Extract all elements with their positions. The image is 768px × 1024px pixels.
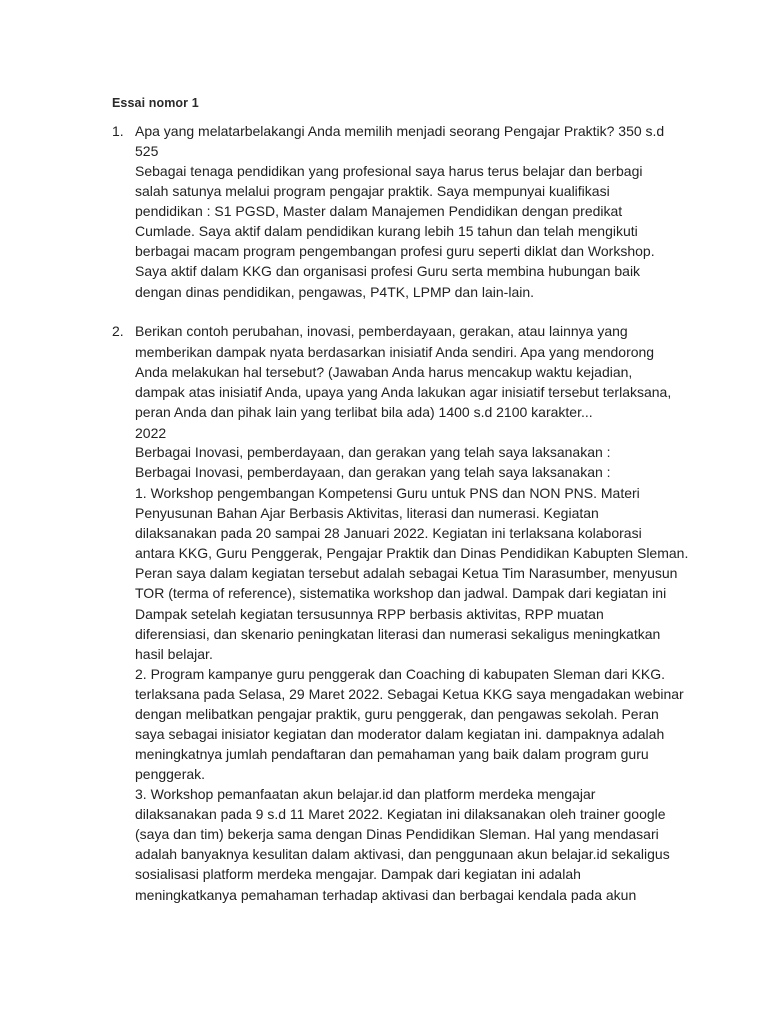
text-line: Berbagai Inovasi, pemberdayaan, dan gerakan yang telah saya laksanakan :	[135, 464, 611, 480]
text-line: adalah banyaknya kesulitan dalam aktivasi, dan penggunaan akun belajar.id sekaligus	[135, 846, 670, 862]
text-line: saya sebagai inisiator kegiatan dan moderator dalam kegiatan ini. dampaknya adalah	[135, 726, 665, 742]
text-line: peran Anda dan pihak lain yang terlibat bila ada) 1400 s.d 2100 karakter...	[135, 404, 593, 420]
text-line: dilaksanakan pada 9 s.d 11 Maret 2022. Kegiatan ini dilaksanakan oleh trainer google	[135, 806, 666, 822]
text-line: Apa yang melatarbelakangi Anda memilih menjadi seorang Pengajar Praktik? 350 s.d	[135, 123, 665, 139]
text-line: antara KKG, Guru Penggerak, Pengajar Praktik dan Dinas Pendidikan Kabupten Sleman.	[135, 545, 689, 561]
text-line: berbagai macam program pengembangan profesi guru seperti diklat dan Workshop.	[135, 243, 655, 259]
text-line: sosialisasi platform merdeka mengajar. Dampak dari kegiatan ini adalah	[135, 866, 581, 882]
text-line: dilaksanakan pada 20 sampai 28 Januari 2022. Kegiatan ini terlaksana kolaborasi	[135, 525, 642, 541]
question-number: 1.	[112, 123, 124, 139]
text-line: terlaksana pada Selasa, 29 Maret 2022. Sebagai Ketua KKG saya mengadakan webinar	[135, 686, 684, 702]
text-line: Peran saya dalam kegiatan tersebut adalah sebagai Ketua Tim Narasumber, menyusun	[135, 565, 678, 581]
text-line: salah satunya melalui program pengajar praktik. Saya mempunyai kualifikasi	[135, 183, 610, 199]
text-line: meningkatkanya pemahaman terhadap aktivasi dan berbagai kendala pada akun	[135, 887, 637, 903]
text-line: Cumlade. Saya aktif dalam pendidikan kurang lebih 15 tahun dan telah mengikuti	[135, 223, 638, 239]
text-line: 525	[135, 143, 159, 159]
text-line: hasil belajar.	[135, 646, 213, 662]
text-line: TOR (terma of reference), sistematika workshop dan jadwal. Dampak dari kegiatan ini	[135, 585, 667, 601]
text-line: dampak atas inisiatif Anda, upaya yang Anda lakukan agar inisiatif tersebut terlaksana,	[135, 384, 672, 400]
text-line: (saya dan tim) bekerja sama dengan Dinas Pendidikan Sleman. Hal yang mendasari	[135, 826, 659, 842]
text-line: Sebagai tenaga pendidikan yang profesional saya harus terus belajar dan berbagi	[135, 163, 643, 179]
text-line: Saya aktif dalam KKG dan organisasi profesi Guru serta membina hubungan baik	[135, 263, 641, 279]
text-line: 1. Workshop pengembangan Kompetensi Guru untuk PNS dan NON PNS. Materi	[135, 485, 640, 501]
text-line: dengan melibatkan pengajar praktik, guru penggerak, dan pengawas sekolah. Peran	[135, 706, 659, 722]
essay-heading: Essai nomor 1	[112, 96, 199, 110]
text-line: 2. Program kampanye guru penggerak dan Coaching di kabupaten Sleman dari KKG.	[135, 666, 665, 682]
text-line: Berbagai Inovasi, pemberdayaan, dan gerakan yang telah saya laksanakan :	[135, 444, 611, 460]
text-line: Penyusunan Bahan Ajar Berbasis Aktivitas, literasi dan numerasi. Kegiatan	[135, 505, 599, 521]
text-line: memberikan dampak nyata berdasarkan inisiatif Anda sendiri. Apa yang mendorong	[135, 344, 655, 360]
text-line: Anda melakukan hal tersebut? (Jawaban Anda harus mencakup waktu kejadian,	[135, 364, 633, 380]
text-line: pendidikan : S1 PGSD, Master dalam Manajemen Pendidikan dengan predikat	[135, 203, 623, 219]
text-line: diferensiasi, dan skenario peningkatan literasi dan numerasi sekaligus meningkatkan	[135, 626, 661, 642]
text-line: Dampak setelah kegiatan tersusunnya RPP berbasis aktivitas, RPP muatan	[135, 606, 604, 622]
text-line: Berikan contoh perubahan, inovasi, pemberdayaan, gerakan, atau lainnya yang	[135, 323, 628, 339]
text-line: 3. Workshop pemanfaatan akun belajar.id dan platform merdeka mengajar	[135, 786, 596, 802]
text-line: dengan dinas pendidikan, pengawas, P4TK, LPMP dan lain-lain.	[135, 284, 535, 300]
text-line: meningkatnya jumlah pendaftaran dan pemahaman yang baik dalam program guru	[135, 746, 649, 762]
question-number: 2.	[112, 323, 124, 339]
text-line: penggerak.	[135, 766, 206, 782]
text-line: 2022	[135, 425, 167, 441]
